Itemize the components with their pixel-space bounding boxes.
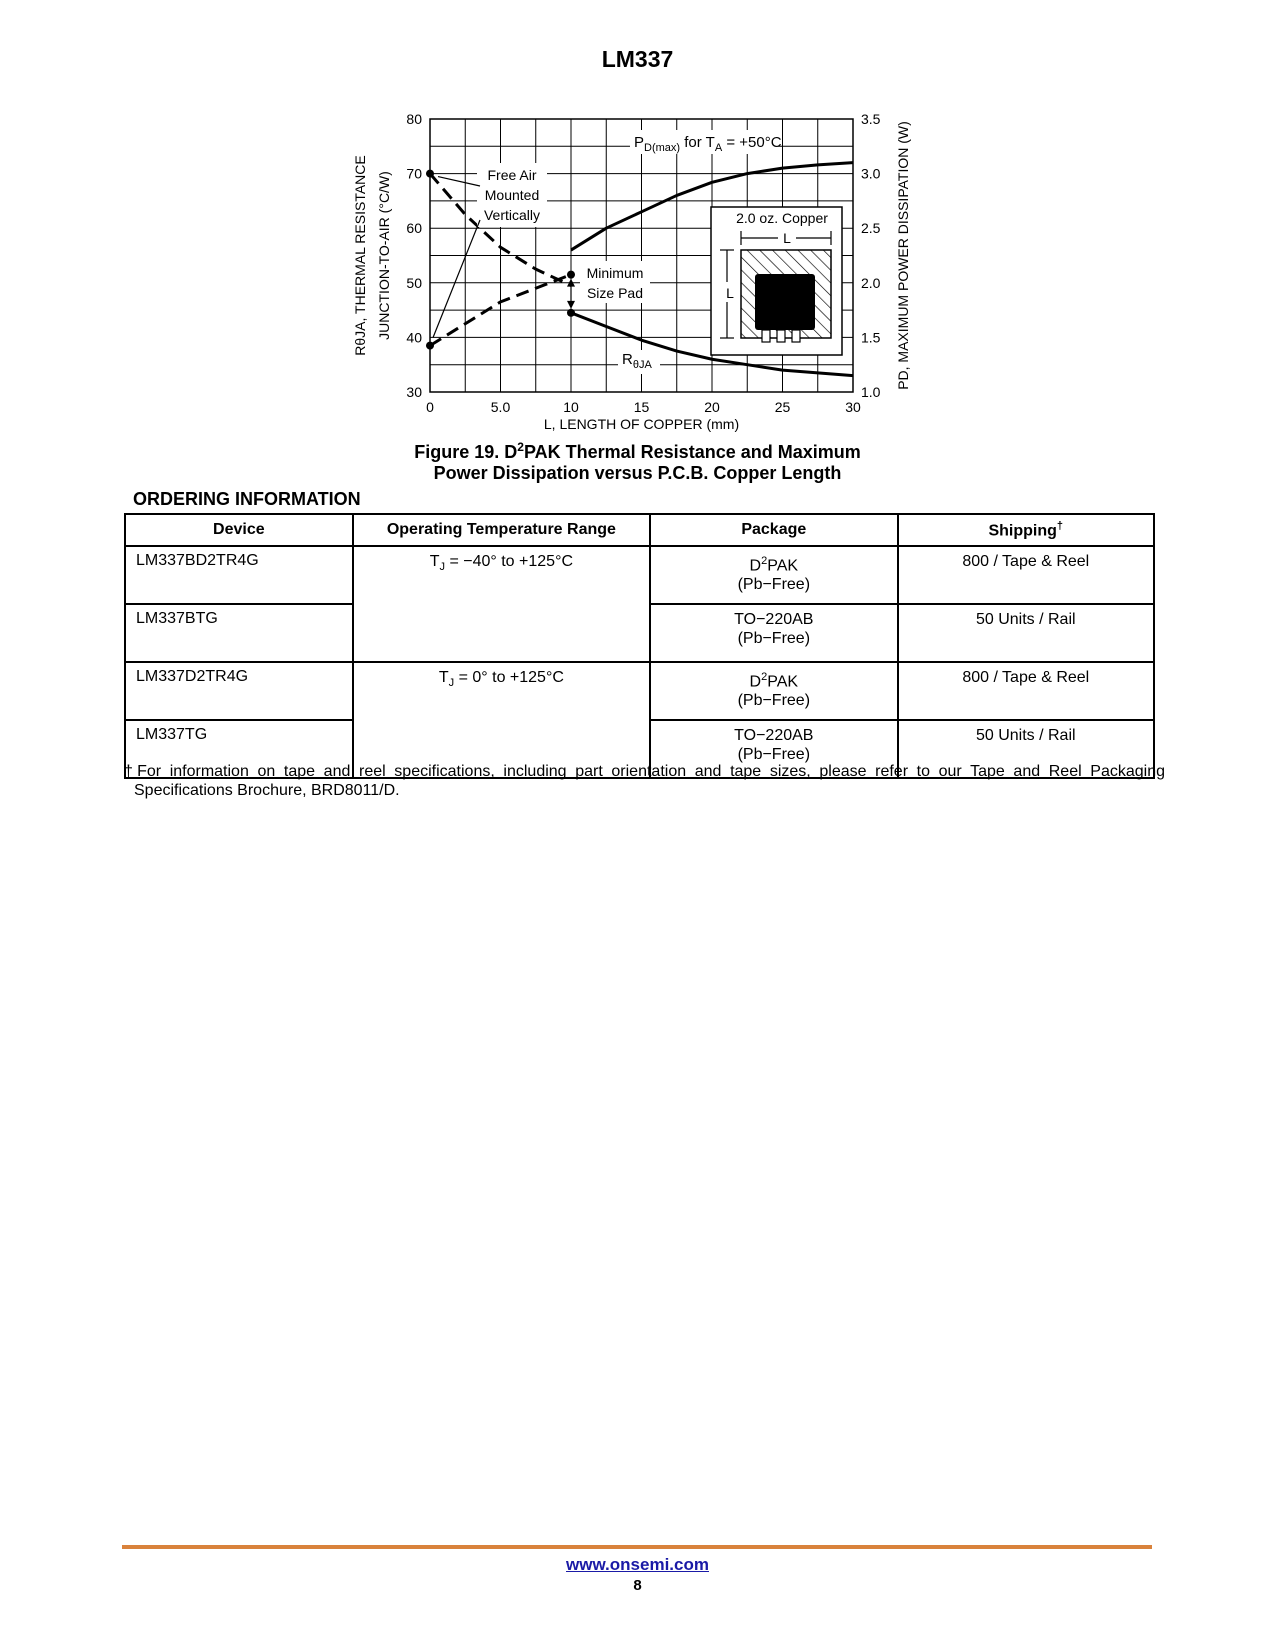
min-pad-label: Minimum [586, 265, 644, 281]
y-left-tick-label: 30 [406, 384, 422, 400]
y-right-tick-label: 1.0 [861, 384, 881, 400]
figure-caption [0, 437, 1275, 484]
y-right-tick-label: 3.5 [861, 111, 881, 127]
caption-line-2: Power Dissipation versus P.C.B. Copper Length [433, 463, 842, 483]
y-right-tick-label: 1.5 [861, 329, 881, 346]
header-device: Device [125, 514, 353, 546]
shipping-cell: 800 / Tape & Reel [898, 546, 1154, 604]
data-point [567, 271, 575, 279]
footer-link[interactable]: www.onsemi.com [566, 1555, 709, 1574]
footnote: †For information on tape and reel specifications, including part orientation and tape sizes, please refer to our Tape and Reel Packaging Specifications Brochure, BRD8011/D. [124, 763, 1165, 799]
arrow-head-icon [567, 301, 575, 309]
data-point [426, 170, 434, 178]
package-cell: TO−220AB (Pb−Free) [650, 604, 897, 662]
package-lead-icon [792, 330, 800, 342]
package-cell: $D^2PAK$ (Pb−Free) [650, 546, 897, 604]
x-axis-label: L, LENGTH OF COPPER (mm) [543, 416, 740, 432]
table-row [125, 662, 1154, 720]
inset-dimension-label: L [726, 285, 734, 301]
device-cell: LM337BD2TR4G [125, 546, 353, 604]
x-tick-label: 15 [633, 399, 650, 415]
data-point [426, 342, 434, 350]
inset-dimension-label: L [783, 230, 791, 246]
x-tick-label: 30 [845, 399, 861, 415]
x-tick-label: 0 [426, 399, 434, 415]
header-shipping: Shipping† [898, 514, 1154, 546]
temperature-cell: $T_J = -40^\circ$ to +125°C [353, 546, 650, 662]
page-title: LM337 [601, 46, 674, 72]
package-cell: $D^2PAK$ (Pb−Free) [650, 662, 897, 720]
y-left-tick-label: 80 [406, 111, 422, 127]
package-lead-icon [762, 330, 770, 342]
min-pad-label: Size Pad [586, 285, 644, 301]
table-header-row [125, 514, 1154, 546]
temperature-cell: $T_J = 0^\circ$ to +125°C [353, 662, 650, 778]
shipping-cell: 50 Units / Rail [898, 720, 1154, 778]
header-temperature: Operating Temperature Range [353, 514, 650, 546]
inset-title: 2.0 oz. Copper [736, 210, 828, 226]
device-cell: LM337D2TR4G [125, 662, 353, 720]
caption-line-1: Figure 19. $D^2PAK$ Thermal Resistance and Maximum [414, 440, 861, 462]
free-air-label: Vertically [483, 207, 541, 223]
data-point [567, 309, 575, 317]
package-cell: TO−220AB (Pb−Free) [650, 720, 897, 778]
y-left-tick-label: 40 [406, 329, 422, 346]
d2pak-package-icon [755, 274, 815, 330]
shipping-cell: 800 / Tape & Reel [898, 662, 1154, 720]
y-left-tick-label: 70 [406, 165, 422, 182]
ordering-title: ORDERING INFORMATION [133, 489, 361, 509]
device-cell: LM337TG [125, 720, 353, 778]
y-left-tick-label: 60 [406, 220, 422, 237]
x-tick-label: 10 [563, 399, 579, 415]
x-tick-label: 5.0 [490, 399, 511, 415]
footer-rule [122, 1545, 1152, 1549]
free-air-label: Mounted [484, 187, 540, 203]
y-left-axis-label: RθJA, THERMAL RESISTANCE [352, 155, 368, 356]
y-right-axis-label: PD, MAXIMUM POWER DISSIPATION (W) [895, 121, 911, 390]
table-row [125, 546, 1154, 604]
pd-max-label: $P_{D(max)}$ for $T_A = +50^\circ C$ [634, 134, 782, 154]
x-tick-label: 20 [704, 399, 720, 415]
free-air-label: Free Air [487, 167, 537, 183]
ordering-table [124, 513, 1155, 779]
y-left-axis-label: JUNCTION-TO-AIR (°C/W) [376, 171, 392, 340]
thermal-chart [0, 0, 1275, 440]
x-tick-label: 25 [774, 399, 791, 415]
y-right-tick-label: 2.5 [861, 220, 881, 237]
y-right-tick-label: 2.0 [861, 274, 881, 291]
package-lead-icon [777, 330, 785, 342]
header-package: Package [650, 514, 897, 546]
shipping-cell: 50 Units / Rail [898, 604, 1154, 662]
annotation-pointer [438, 177, 480, 186]
page-number: 8 [633, 1577, 642, 1594]
device-cell: LM337BTG [125, 604, 353, 662]
y-right-tick-label: 3.0 [861, 165, 881, 182]
chart-svg [0, 0, 1275, 440]
rtheta-label: $R_{\theta JA}$ [622, 351, 652, 371]
y-left-tick-label: 50 [406, 274, 422, 291]
